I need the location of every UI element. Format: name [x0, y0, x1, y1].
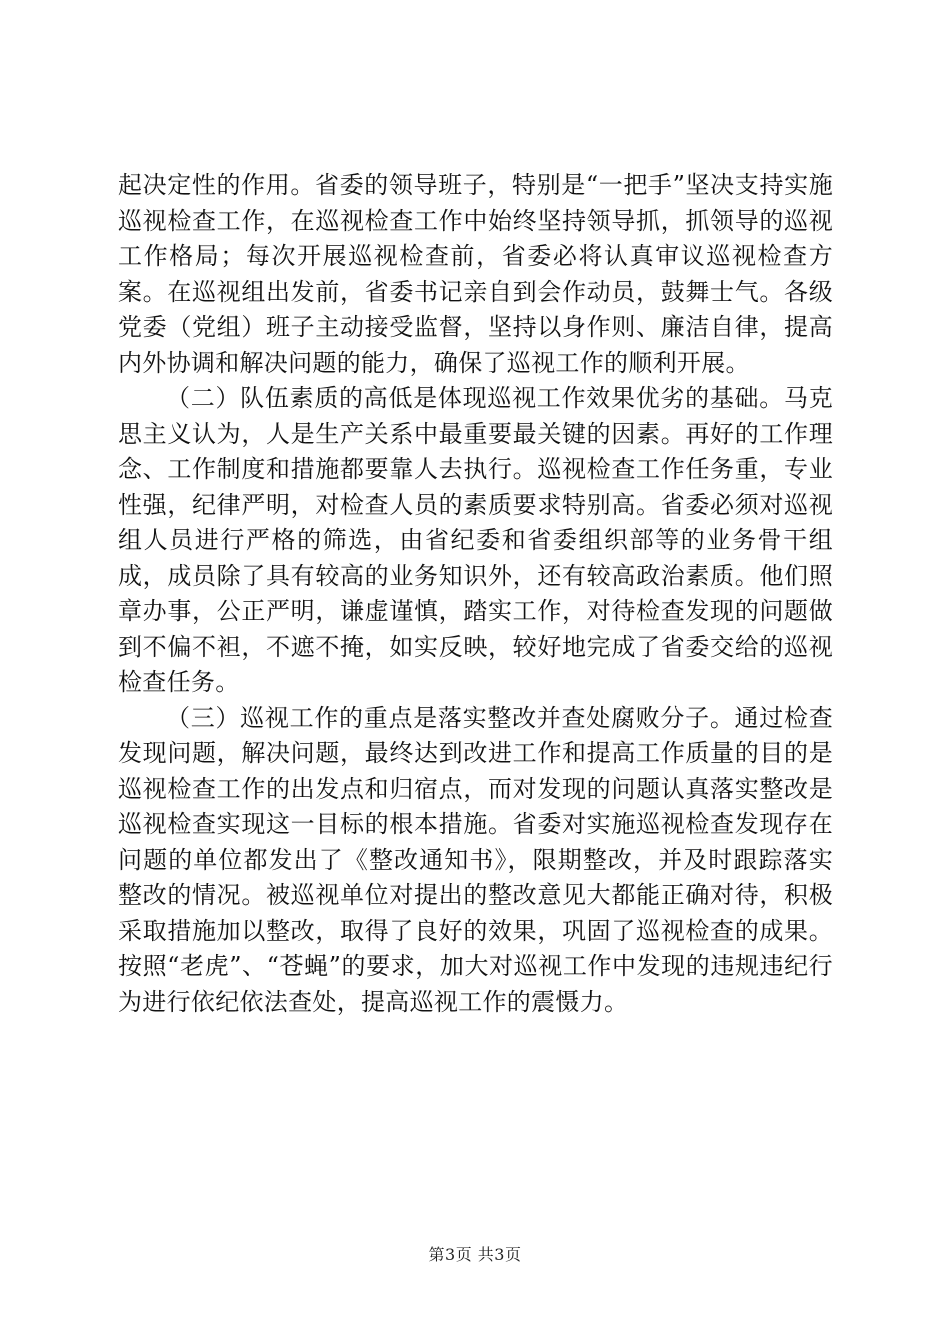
paragraph-2: （二）队伍素质的高低是体现巡视工作效果优劣的基础。马克思主义认为，人是生产关系中最重要最关键的因素。再好的工作理念、工作制度和措施都要靠人去执行。巡视检查工作任务重，专业性强，纪律严明，对检查人员的素质要求特别高。省委必须对巡视组人员进行严格的筛选，由省纪委和省委组织部等的业务骨干组成，成员除了具有较高的业务知识外，还有较高政治素质。他们照章办事，公正严明，谦虚谨慎，踏实工作，对待检查发现的问题做到不偏不袒，不遮不掩，如实反映，较好地完成了省委交给的巡视检查任务。 [118, 384, 833, 696]
document-body [118, 168, 833, 1020]
paragraph-3: （三）巡视工作的重点是落实整改并查处腐败分子。通过检查发现问题，解决问题，最终达到改进工作和提高工作质量的目的是巡视检查工作的出发点和归宿点，而对发现的问题认真落实整改是巡视检查实现这一目标的根本措施。省委对实施巡视检查发现存在问题的单位都发出了《整改通知书》，限期整改，并及时跟踪落实整改的情况。被巡视单位对提出的整改意见大都能正确对待，积极采取措施加以整改，取得了良好的效果，巩固了巡视检查的成果。按照“老虎”、“苍蝇”的要求，加大对巡视工作中发现的违规违纪行为进行依纪依法查处，提高巡视工作的震慑力。 [118, 703, 833, 1016]
paragraph-1: 起决定性的作用。省委的领导班子，特别是“一把手”坚决支持实施巡视检查工作，在巡视检查工作中始终坚持领导抓，抓领导的巡视工作格局；每次开展巡视检查前，省委必将认真审议巡视检查方案。在巡视组出发前，省委书记亲自到会作动员，鼓舞士气。各级党委（党组）班子主动接受监督，坚持以身作则、廉洁自律，提高内外协调和解决问题的能力，确保了巡视工作的顺利开展。 [118, 171, 833, 377]
page-footer [0, 1242, 950, 1265]
page-number-label: 第3页 共3页 [428, 1245, 522, 1264]
